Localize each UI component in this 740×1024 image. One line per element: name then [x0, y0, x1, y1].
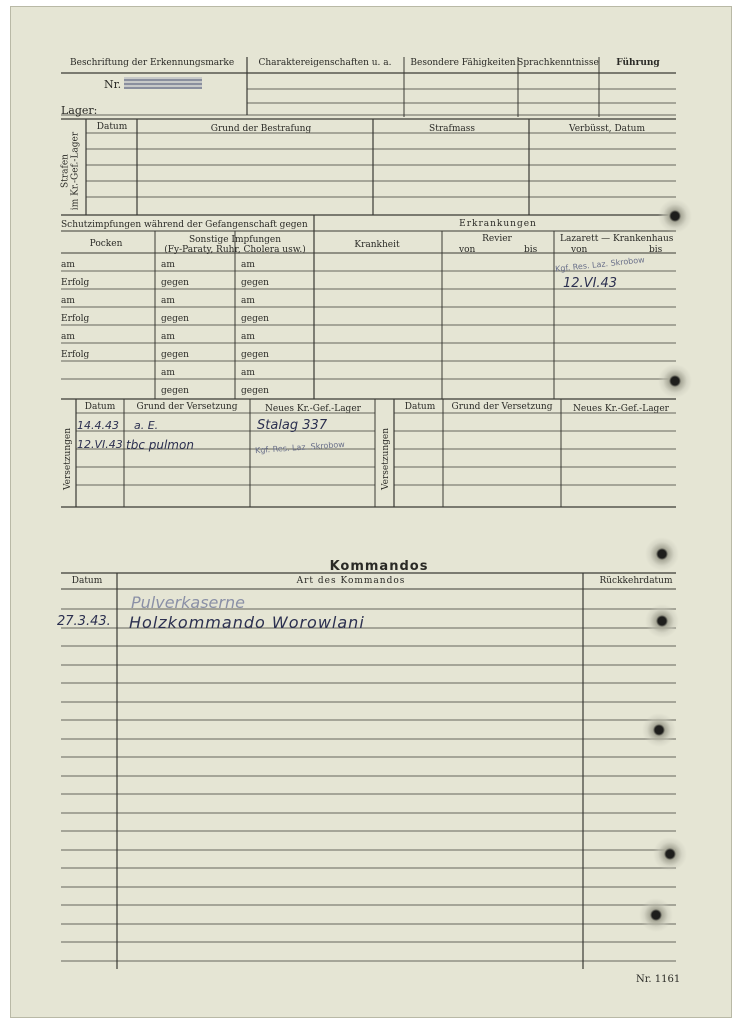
sonstige-gegen-b1: gegen [241, 278, 269, 288]
strafen-datum-header: Datum [96, 122, 128, 132]
pocken-erfolg-2: Erfolg [61, 314, 90, 324]
lazarett-stamp: Kgf. Res. Laz. Skrobow [554, 255, 646, 274]
sprachkenntnisse-label: Sprachkenntnisse [517, 58, 599, 68]
kommando-row2-art: Holzkommando Worowlani [129, 613, 365, 632]
strafen-grund-header: Grund der Bestrafung [210, 124, 312, 134]
sonstige-am-a4: am [161, 368, 175, 378]
sonstige-gegen-a4: gegen [161, 386, 189, 396]
sonstige-gegen-a2: gegen [161, 314, 189, 324]
pocken-am-2: am [61, 296, 75, 306]
vers-datum-header-left: Datum [84, 402, 116, 412]
strafen-strafmass-header: Strafmass [429, 124, 475, 134]
sonstige-gegen-b2: gegen [241, 314, 269, 324]
sonstige-am-b2: am [241, 296, 255, 306]
kommando-row1-art: Pulverkaserne [131, 593, 245, 612]
sonstige-header-2: (Fy-Paraty, Ruhr, Cholera usw.) [164, 245, 306, 255]
lazarett-date-handwritten: 12.VI.43 [563, 276, 618, 291]
sonstige-header-1: Sonstige Impfungen [188, 235, 282, 245]
sonstige-am-b1: am [241, 260, 255, 270]
kommandos-datum-header: Datum [71, 576, 103, 586]
nr-field-redacted [124, 77, 202, 89]
pocken-am-3: am [61, 332, 75, 342]
sonstige-am-a1: am [161, 260, 175, 270]
sonstige-gegen-b3: gegen [241, 350, 269, 360]
besondere-faehigkeiten-label: Besondere Fähigkeiten [410, 58, 516, 68]
punch-hole [653, 837, 687, 871]
revier-bis: bis [524, 245, 538, 255]
lazarett-bis: bis [649, 245, 663, 255]
vers-grund-header-left: Grund der Versetzung [136, 402, 238, 412]
vers-row2-grund: tbc pulmon [126, 438, 194, 452]
fuehrung-label: Führung [616, 58, 660, 68]
revier-von: von [459, 245, 476, 255]
vers-row1-grund: a. E. [134, 419, 159, 432]
punch-hole [658, 364, 692, 398]
sonstige-am-a3: am [161, 332, 175, 342]
erkrankungen-title: Erkrankungen [459, 219, 537, 229]
krankheit-header: Krankheit [354, 240, 400, 250]
beschriftung-label: Beschriftung der Erkennungsmarke [70, 58, 235, 68]
revier-header: Revier [482, 234, 512, 244]
lager-label: Lager: [61, 104, 98, 117]
vers-lager-header-right: Neues Kr.-Gef.-Lager [573, 404, 669, 414]
kommandos-art-header: Art des Kommandos [296, 576, 406, 586]
vers-datum-header-right: Datum [404, 402, 436, 412]
form-number: Nr. 1161 [636, 974, 681, 985]
sonstige-gegen-b4: gegen [241, 386, 269, 396]
kommando-row2-datum: 27.3.43. [57, 614, 111, 629]
strafen-side-label: Strafen im Kr.-Gef.-Lager [60, 131, 81, 211]
sonstige-am-b3: am [241, 332, 255, 342]
vers-row2-datum: 12.VI.43 [77, 438, 123, 451]
lazarett-header: Lazarett — Krankenhaus [560, 234, 674, 244]
vers-row1-lager: Stalag 337 [257, 418, 328, 433]
kommandos-rueckkehr-header: Rückkehrdatum [599, 576, 673, 586]
vers-row2-lager-stamp: Kgf. Res. Laz. Skrobow [254, 439, 346, 456]
kommandos-title: Kommandos [329, 559, 429, 574]
pow-record-card [10, 6, 732, 1018]
lazarett-von: von [571, 245, 588, 255]
nr-label: Nr. [104, 78, 122, 91]
charaktereigenschaften-label: Charaktereigenschaften u. a. [258, 58, 392, 68]
punch-hole [645, 604, 679, 638]
pocken-header: Pocken [89, 239, 123, 249]
versetzungen-side-left: Versetzungen [62, 427, 73, 491]
sonstige-gegen-a1: gegen [161, 278, 189, 288]
punch-hole [658, 199, 692, 233]
strafen-verbuesst-header: Verbüsst, Datum [569, 124, 645, 134]
sonstige-am-b4: am [241, 368, 255, 378]
pocken-erfolg-1: Erfolg [61, 278, 90, 288]
punch-hole [645, 537, 679, 571]
sonstige-am-a2: am [161, 296, 175, 306]
punch-hole [639, 898, 673, 932]
vers-lager-header-left: Neues Kr.-Gef.-Lager [265, 404, 361, 414]
sonstige-gegen-a3: gegen [161, 350, 189, 360]
pocken-erfolg-3: Erfolg [61, 350, 90, 360]
impfungen-title: Schutzimpfungen während der Gefangenschaft gegen [61, 220, 308, 230]
versetzungen-side-right: Versetzungen [380, 427, 391, 491]
vers-row1-datum: 14.4.43 [77, 419, 119, 432]
vers-grund-header-right: Grund der Versetzung [451, 402, 553, 412]
punch-hole [642, 713, 676, 747]
pocken-am-1: am [61, 260, 75, 270]
form-grid-lines [11, 7, 733, 1019]
